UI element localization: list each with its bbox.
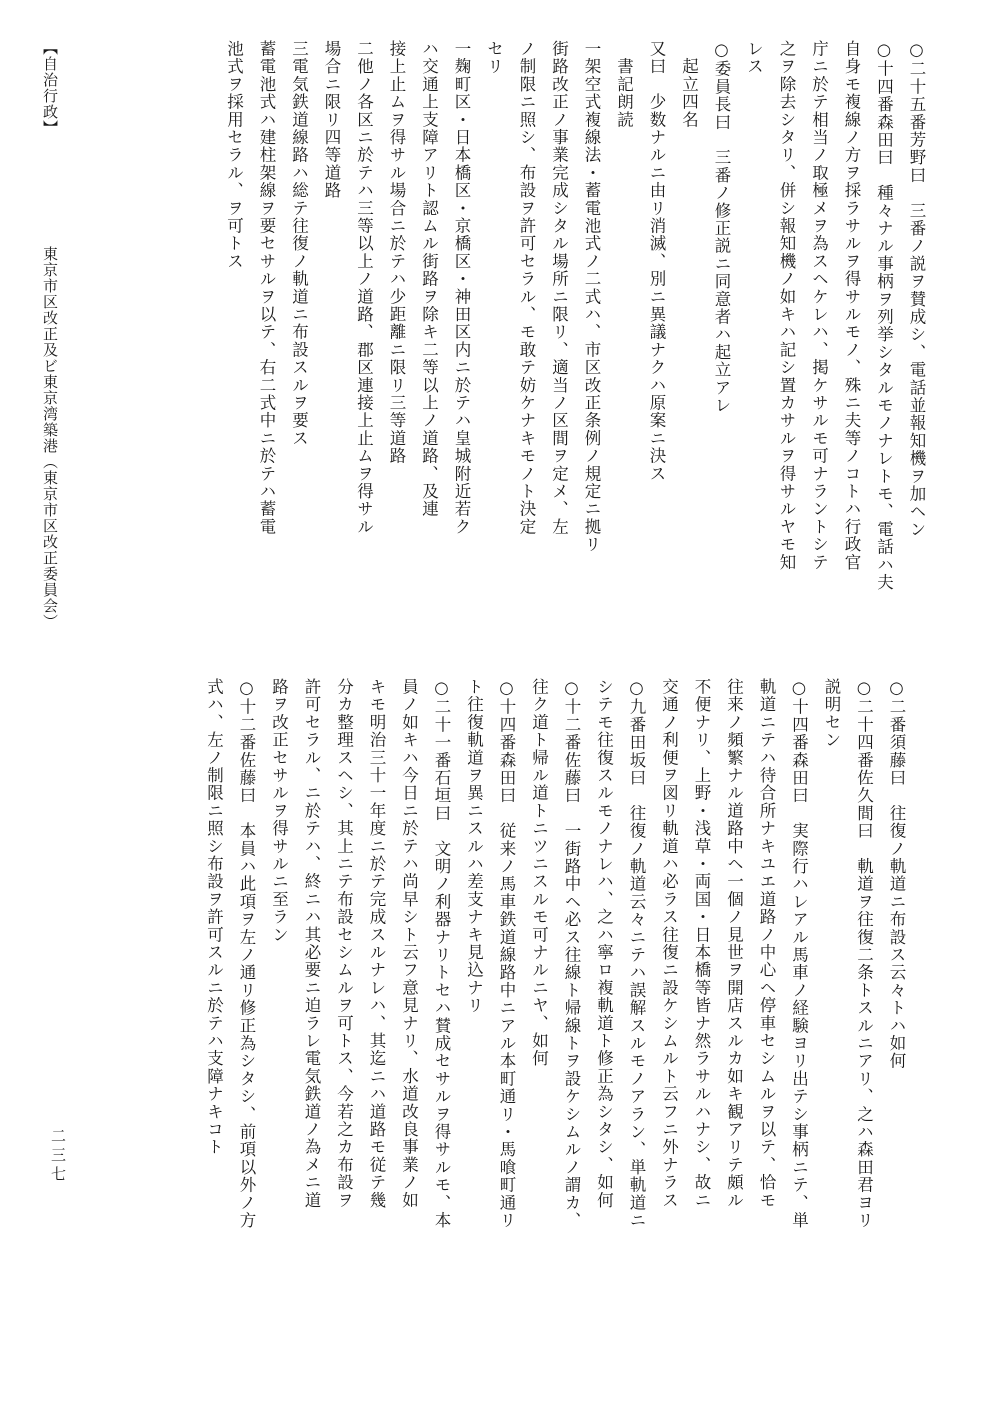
text-line: 一麹町区・日本橋区・京橋区・神田区内ニ於テハ皇城附近若ク — [452, 40, 471, 536]
text-line: 許可セラル、ニ於テハ、終ニハ其必要ニ迫ラレ電気鉄道ノ為メニ道 — [302, 678, 321, 1209]
page-number: 二三七 — [49, 1128, 67, 1185]
text-line: 員ノ如キハ今日ニ於テハ尚早シト云フ意見ナリ、水道改良事業ノ如 — [399, 678, 419, 1209]
text-line: ト往復軌道ヲ異ニスルハ差支ナキ見込ナリ — [464, 678, 484, 1015]
bottom-text-block — [92, 678, 912, 1298]
text-line: 接上止ムヲ得サル場合ニ於テハ少距離ニ限リ三等道路 — [387, 40, 406, 465]
text-line: ノ制限ニ照シ、布設ヲ許可セラル、モ敢テ妨ケナキモノト決定 — [517, 40, 536, 536]
text-line: 起立四名 — [679, 40, 699, 129]
text-line: 不便ナリ、上野・浅草・両国・日本橋等皆ナ然ラサルハナシ、故ニ — [692, 678, 711, 1209]
series-label: 【自治行政】 — [41, 40, 59, 136]
text-line: ○委員長曰 三番ノ修正説ニ同意者ハ起立アレ — [712, 40, 731, 415]
text-line: 分カ整理スヘシ、其上ニテ布設セシムルヲ可トス、今若之カ布設ヲ — [334, 678, 354, 1209]
text-line: 自身モ複線ノ方ヲ採ラサルヲ得サルモノ、殊ニ夫等ノコトハ行政官 — [842, 40, 861, 571]
text-line: ○二十五番芳野曰 三番ノ説ヲ賛成シ、電話並報知機ヲ加ヘン — [907, 40, 926, 539]
text-line: ○十四番森田曰 種々ナル事柄ヲ列挙シタルモノナレトモ、電話ハ夫 — [874, 40, 894, 592]
text-line: ○九番田坂曰 往復ノ軌道云々ニテハ誤解スルモノアラン、単軌道ニ — [627, 678, 646, 1230]
text-line: 説明セン — [822, 678, 841, 749]
text-line: ○十二番佐藤曰 本員ハ此項ヲ左ノ通リ修正為シタシ、前項以外ノ方 — [237, 678, 256, 1230]
text-line: 二他ノ各区ニ於テハ三等以上ノ道路、郡区連接上止ムヲ得サル — [354, 40, 374, 536]
text-line: 蓄電池式ハ建柱架線ヲ要セサルヲ以テ、右二式中ニ於テハ蓄電 — [257, 40, 276, 536]
text-line: レス — [744, 40, 764, 76]
text-line: 交通ノ利便ヲ図リ軌道ハ必ラス往復ニ設ケシムルト云フニ外ナラス — [659, 678, 679, 1209]
text-line: ○十四番森田曰 従来ノ馬車鉄道線路中ニアル本町通リ・馬喰町通リ — [497, 678, 516, 1230]
text-line: ○十四番森田曰 実際行ハレアル馬車ノ経験ヨリ出テシ事柄ニテ、単 — [789, 678, 809, 1230]
text-line: 往ク道ト帰ル道トニツニスルモ可ナルニヤ、如何 — [529, 678, 549, 1068]
running-title: 東京市区改正及ビ東京湾築港（東京市区改正委員会） — [41, 246, 59, 630]
text-line: 街路改正ノ事業完成シタル場所ニ限リ、適当ノ区間ヲ定メ、左 — [549, 40, 569, 536]
text-line: ○十二番佐藤曰 一街路中ヘ必ス往線ト帰線トヲ設ケシムルノ謂カ、 — [562, 678, 581, 1230]
text-line: 一架空式複線法・蓄電池式ノ二式ハ、市区改正条例ノ規定ニ拠リ — [582, 40, 601, 554]
text-line: 池式ヲ採用セラル、ヲ可トス — [224, 40, 244, 271]
text-line: 式ハ、左ノ制限ニ照シ布設ヲ許可スルニ於テハ支障ナキコト — [204, 678, 224, 1156]
text-line: 路ヲ改正セサルヲ得サルニ至ラン — [269, 678, 289, 944]
text-line: 場合ニ限リ四等道路 — [322, 40, 341, 200]
text-line: ○二十四番佐久間曰 軌道ヲ往復二条トスルニアリ、之ハ森田君ヨリ — [854, 678, 874, 1230]
text-line: ハ交通上支障アリト認ムル街路ヲ除キ二等以上ノ道路、及連 — [419, 40, 439, 518]
text-line: 三電気鉄道線路ハ総テ往復ノ軌道ニ布設スルヲ要ス — [289, 40, 309, 448]
text-line: 庁ニ於テ相当ノ取極メヲ為スヘケレハ、掲ケサルモ可ナラントシテ — [809, 40, 829, 571]
text-line: 書記朗読 — [614, 40, 634, 129]
text-line: ○二十一番石垣曰 文明ノ利器ナリトセハ賛成セサルヲ得サルモ、本 — [432, 678, 451, 1230]
text-line: 又曰 少数ナルニ由リ消滅、別ニ異議ナクハ原案ニ決ス — [647, 40, 666, 483]
text-line: 之ヲ除去シタリ、併シ報知機ノ如キハ記シ置カサルヲ得サルヤモ知 — [777, 40, 796, 571]
text-line: キモ明治三十一年度ニ於テ完成スルナレハ、其迄ニハ道路モ従テ幾 — [367, 678, 386, 1209]
text-line: シテモ往復スルモノナレハ、之ハ寧ロ複軌道ト修正為シタシ、如何 — [594, 678, 614, 1209]
text-line: 往来ノ頻繁ナル道路中ヘ一個ノ見世ヲ開店スルカ如キ観アリテ頗ル — [724, 678, 744, 1209]
top-text-block — [72, 40, 932, 652]
text-line: ○二番須藤曰 往復ノ軌道ニ布設ス云々トハ如何 — [887, 678, 906, 1070]
text-line: セリ — [484, 40, 504, 76]
text-line: 軌道ニテハ待合所ナキユエ道路ノ中心ヘ停車セシムルヲ以テ、恰モ — [757, 678, 776, 1209]
